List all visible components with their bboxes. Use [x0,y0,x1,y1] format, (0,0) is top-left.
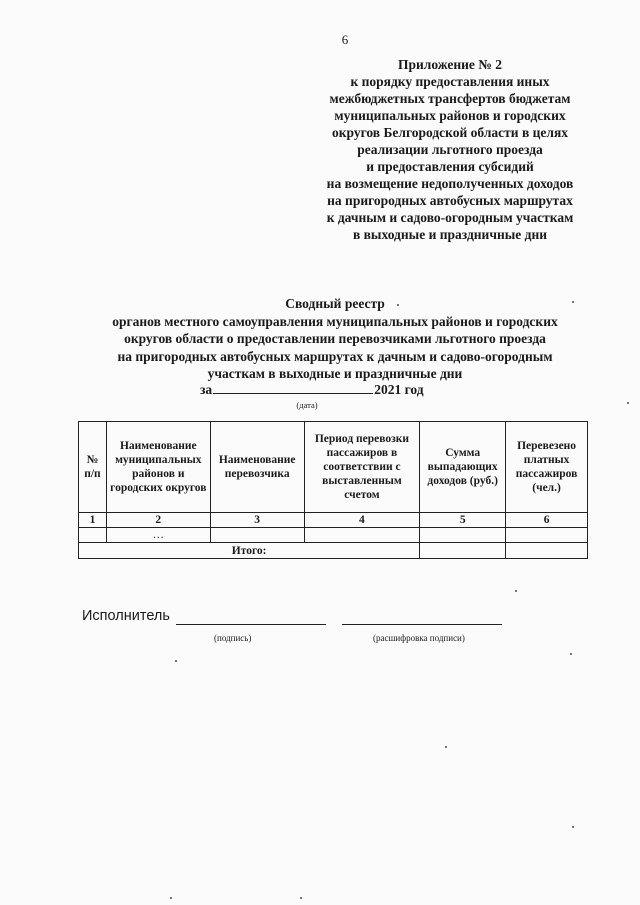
column-number: 6 [506,513,588,528]
appendix-line: на пригородных автобусных маршрутах [327,193,573,208]
table-row [79,528,588,543]
title-line: органов местного самоуправления муниципальных районов и городских [112,313,558,329]
table-cell [506,528,588,543]
column-number: 4 [304,513,420,528]
signature-line[interactable] [176,624,326,625]
table-cell [304,528,420,543]
registry-table [78,421,588,559]
title-line: участкам в выходные и праздничные дни [207,366,463,381]
appendix-line: муниципальных районов и городских [334,108,566,123]
date-line [200,381,480,398]
signature-caption: (подпись) [214,633,252,643]
scan-speck [175,660,177,662]
appendix-line: межбюджетных трансфертов бюджетам [329,91,571,106]
appendix-line: на возмещение недополученных доходов [326,176,574,191]
column-number: 3 [210,513,304,528]
scan-speck [515,590,517,592]
table-cell [210,528,304,543]
header-period: Период перевозки пассажиров в соответствии с выставленным счетом [304,422,420,513]
title-line: Сводный реестр [285,296,385,311]
executor-label: Исполнитель [82,608,170,624]
scan-speck [397,304,399,306]
title-line: округов области о предоставлении перевозчиками льготного проезда [124,331,546,346]
total-sum-cell [420,543,506,559]
table-cell [420,528,506,543]
column-number-row [79,513,588,528]
table-cell [79,528,107,543]
date-suffix: 2021 год [374,382,424,397]
scan-speck [627,402,629,404]
title-line: на пригородных автобусных маршрутах к дачным и садово-огородным [117,348,553,364]
table-header-row [79,422,588,513]
appendix-line: в выходные и праздничные дни [352,227,548,242]
date-blank-field[interactable] [213,381,373,394]
header-number: № п/п [79,422,107,513]
date-prefix: за [200,382,213,397]
scan-speck [572,826,574,828]
appendix-line: реализации льготного проезда [357,142,543,157]
header-passengers: Перевезено платных пассажиров (чел.) [506,422,588,513]
scan-speck [445,746,447,748]
table-cell-ellipsis: … [106,528,210,543]
column-number: 5 [420,513,506,528]
scan-speck [300,897,302,899]
appendix-line: округов Белгородской области в целях [331,125,569,140]
decoding-caption: (расшифровка подписи) [373,633,465,643]
signature-decoding-line[interactable] [342,624,502,625]
column-number: 1 [79,513,107,528]
appendix-header [300,56,600,243]
header-municipality: Наименование муниципальных районов и городских округов [106,422,210,513]
appendix-line: Приложение № 2 [398,57,502,72]
total-passengers-cell [506,543,588,559]
date-caption: (дата) [296,400,318,410]
header-lost-income: Сумма выпадающих доходов (руб.) [420,422,506,513]
column-number: 2 [106,513,210,528]
appendix-line: к дачным и садово-огородным участкам [326,210,574,225]
document-title [40,295,630,383]
header-carrier: Наименование перевозчика [210,422,304,513]
scan-speck [170,897,172,899]
total-label: Итого: [79,543,420,559]
appendix-line: и предоставления субсидий [366,159,534,174]
scan-speck [572,301,574,303]
page-number: 6 [341,32,349,47]
scan-speck [570,653,572,655]
total-row [79,543,588,559]
appendix-line: к порядку предоставления иных [350,74,550,89]
